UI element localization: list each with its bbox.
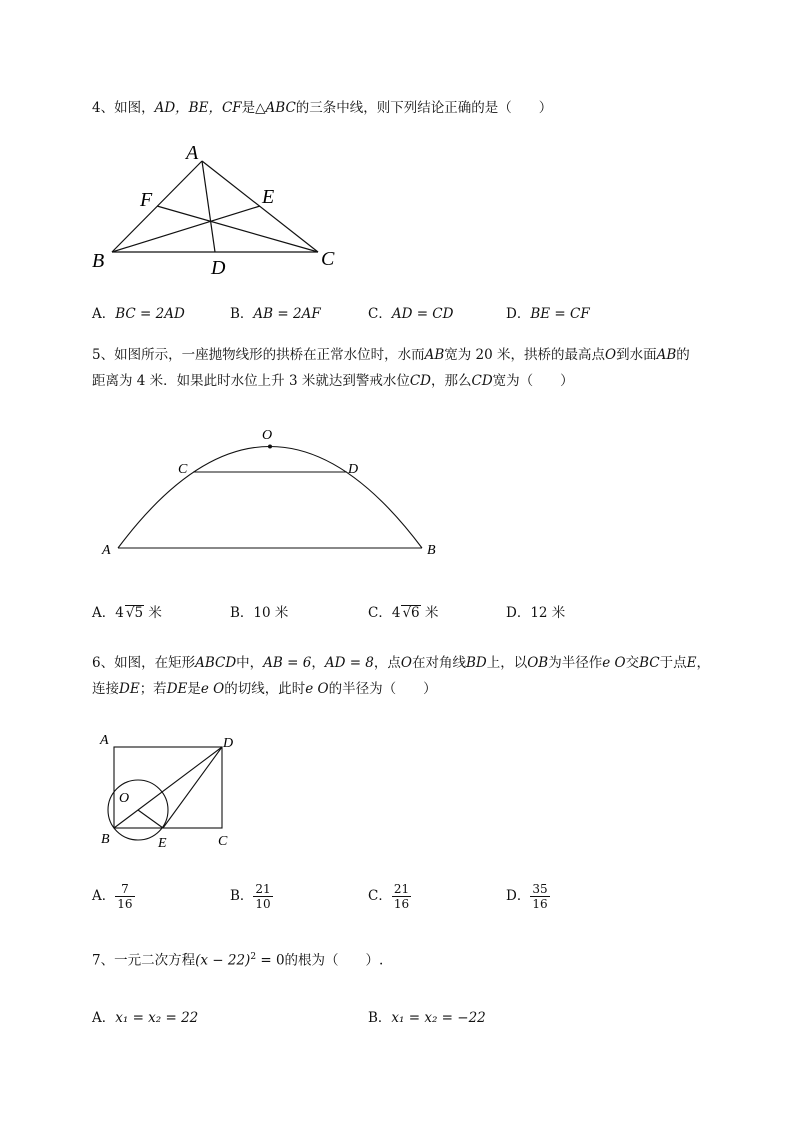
q6-label-c: C: [218, 834, 228, 849]
q5-option-b[interactable]: B．10 米: [230, 605, 289, 621]
q5-line-1: 5、如图所示，一座抛物线形的拱桥在正常水位时，水而AB宽为 20 米，拱桥的最高点O到水面AB的: [92, 347, 690, 363]
q6-diagonal-bd: [114, 747, 222, 828]
q5-arch-figure: [96, 422, 448, 562]
q5-parabola-arch: [118, 447, 422, 549]
q4-option-d[interactable]: D．BE = CF: [506, 306, 590, 322]
question-4-stem: [92, 95, 752, 121]
q6-option-d[interactable]: D． $\frac{35}{16}$: [506, 882, 548, 911]
sqrt-sign: √6: [402, 605, 420, 621]
q5-vertex-point: [268, 445, 272, 449]
q5-label-d: D: [348, 462, 359, 477]
q4-label-f: F: [140, 189, 153, 211]
q6-line-1: 6、如图，在矩形ABCD中，AB = 6，AD = 8，点O在对角线BD上，以OB为半径作e O交BC于点E，: [92, 655, 710, 671]
q5-label-c: C: [178, 462, 188, 477]
q6-options: [92, 882, 752, 922]
q5-line-2: 距离为 4 米．如果此时水位上升 3 米就达到警戒水位CD，那么CD宽为（ ）: [92, 373, 574, 389]
q6-label-b: B: [101, 832, 110, 847]
q4-option-a[interactable]: A．BC = 2AD: [92, 306, 185, 322]
q7-options: [92, 1006, 752, 1030]
question-7-stem: 7、一元二次方程$(x - 22)^2 = 0$的根为（ ）.: [92, 952, 384, 969]
q4-triangle-figure: [88, 138, 348, 278]
q6-option-b[interactable]: B． $\frac{21}{10}$: [230, 882, 271, 911]
question-5-stem: [92, 342, 752, 394]
q6-fraction-c: $\frac{21}{16}$: [393, 882, 410, 911]
q5-label-a: A: [102, 543, 111, 558]
q4-triangle: ABC: [265, 100, 296, 116]
q4-text-mid: 是△: [241, 100, 266, 116]
q6-fraction-b: $\frac{21}{10}$: [255, 882, 271, 911]
q4-option-c[interactable]: C．AD = CD: [368, 306, 454, 322]
q5-option-d[interactable]: D．12 米: [506, 605, 566, 621]
q5-options: [92, 601, 752, 625]
q6-label-d: D: [223, 736, 234, 751]
q7-option-b[interactable]: B．x₁ = x₂ = −22: [368, 1010, 486, 1026]
q4-medians: AD，BE，CF: [154, 100, 242, 116]
q4-text-rest: 的三条中线，则下列结论正确的是（ ）: [295, 100, 553, 116]
q6-option-a[interactable]: A． $\frac{7}{16}$: [92, 882, 133, 911]
sqrt-sign: √5: [125, 605, 144, 621]
q5-label-o: O: [262, 428, 273, 443]
q6-label-a: A: [100, 733, 109, 748]
q6-tangent-de: [163, 747, 222, 828]
q5-option-c[interactable]: C．4 √6 米: [368, 605, 439, 621]
q6-label-e: E: [158, 836, 167, 851]
q4-label-a: A: [186, 142, 199, 164]
q4-options: [92, 302, 752, 326]
q7-equation: (x − 22): [195, 952, 251, 969]
q5-label-b: B: [427, 543, 436, 558]
q4-number: 4、如图，: [92, 100, 155, 116]
q6-fraction-d: $\frac{35}{16}$: [532, 882, 548, 911]
q6-option-c[interactable]: C． $\frac{21}{16}$: [368, 882, 410, 911]
q4-label-c: C: [321, 248, 335, 270]
q6-label-o: O: [119, 791, 130, 806]
q6-rectangle-figure: [92, 726, 252, 854]
q4-label-d: D: [211, 257, 226, 278]
q4-option-b[interactable]: B．AB = 2AF: [230, 306, 321, 322]
q4-label-b: B: [92, 250, 105, 272]
q6-fraction-a: $\frac{7}{16}$: [117, 882, 133, 911]
q4-label-e: E: [262, 186, 275, 208]
question-6-stem: [92, 650, 752, 702]
q6-line-2: 连接DE；若DE是e O的切线，此时e O的半径为（ ）: [92, 681, 437, 697]
q6-radius-oe: [138, 810, 163, 828]
q4-median-ad: [202, 161, 215, 252]
q7-option-a[interactable]: A．x₁ = x₂ = 22: [92, 1010, 199, 1026]
q5-option-a[interactable]: A．4 √5 米: [92, 605, 162, 621]
